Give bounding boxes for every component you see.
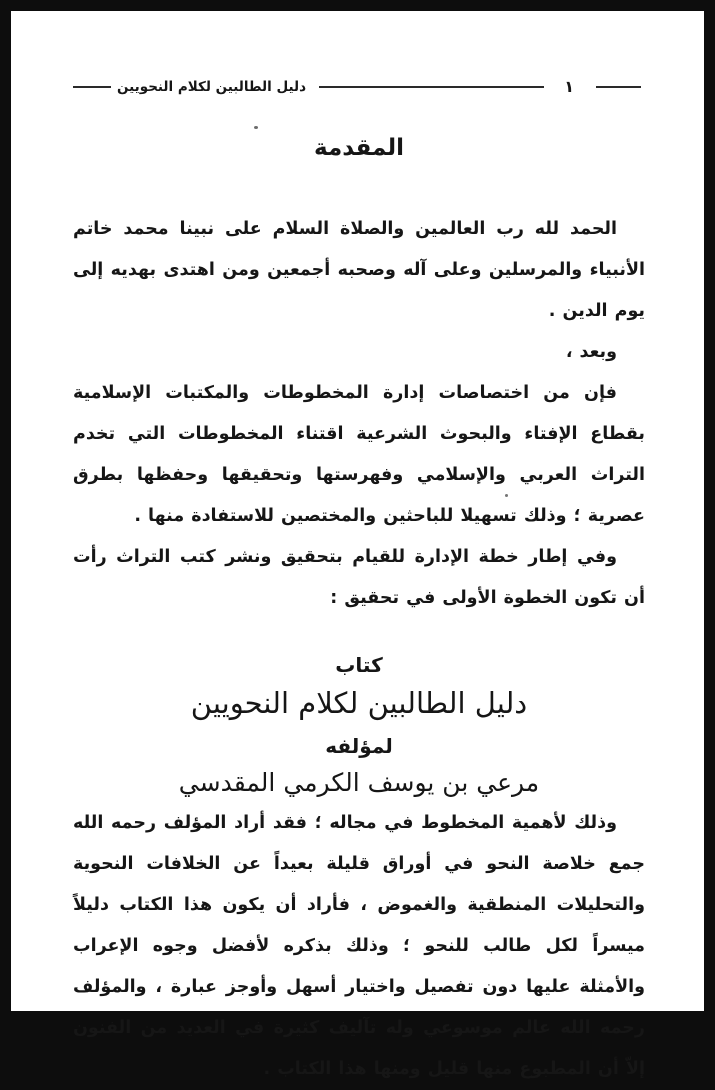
paragraph-department: فإن من اختصاصات إدارة المخطوطات والمكتبات الإسلامية بقطاع الإفتاء والبحوث الشرعية اقتناء المخطوطات التي تخدم التراث العربي والإسلامي وفهرستها وتحقيقها وحفظها بطرق عصرية ؛ وذلك تسهيلا للباحثين والمختصين للاستفادة منها . bbox=[73, 383, 645, 526]
body-text bbox=[73, 209, 645, 1090]
scan-speck bbox=[505, 494, 508, 497]
scan-speck bbox=[254, 126, 258, 129]
book-page bbox=[11, 11, 704, 1079]
page-number: ١ bbox=[564, 77, 574, 96]
book-title: دليل الطالبين لكلام النحويين bbox=[190, 686, 528, 720]
book-label-kitab: كتاب bbox=[335, 653, 383, 677]
header-dash-left bbox=[73, 86, 111, 88]
author-name: مرعي بن يوسف الكرمي المقدسي bbox=[178, 768, 540, 797]
paragraph-wabad: وبعد ، bbox=[565, 342, 617, 362]
header-dash-right bbox=[596, 86, 641, 88]
header-running-title: دليل الطالبين لكلام النحويين bbox=[117, 79, 307, 95]
header-rule bbox=[319, 86, 544, 88]
page-header bbox=[73, 77, 645, 97]
author-label: لمؤلفه bbox=[325, 734, 393, 758]
paragraph-plan: وفي إطار خطة الإدارة للقيام بتحقيق ونشر كتب التراث رأت أن تكون الخطوة الأولى في تحقيق : bbox=[73, 547, 645, 608]
paragraph-hamdala: الحمد لله رب العالمين والصلاة السلام على نبينا محمد خاتم الأنبياء والمرسلين وعلى آله وصحبه أجمعين ومن اهتدى بهديه إلى يوم الدين . bbox=[73, 219, 645, 321]
heading-muqaddima: المقدمة bbox=[314, 135, 404, 161]
book-block bbox=[73, 649, 645, 803]
paragraph-description: وذلك لأهمية المخطوط في مجاله ؛ فقد أراد المؤلف رحمه الله جمع خلاصة النحو في أوراق قليلة بعيداً عن الخلافات النحوية والتحليلات المنطقية والغموض ، فأراد أن يكون هذا الكتاب دليلاً ميسراً لكل طالب للنحو ؛ وذلك بذكره لأفضل وجوه الإعراب والأمثلة عليها دون تفصيل واختيار أسهل وأوجز عبارة ، والمؤلف رحمه الله عالم موسوعي وله تآليف كثيرة في العديد من الفنون إلاّ أن المطبوع منها قليل ومنها هذا الكتاب . bbox=[73, 813, 645, 1079]
